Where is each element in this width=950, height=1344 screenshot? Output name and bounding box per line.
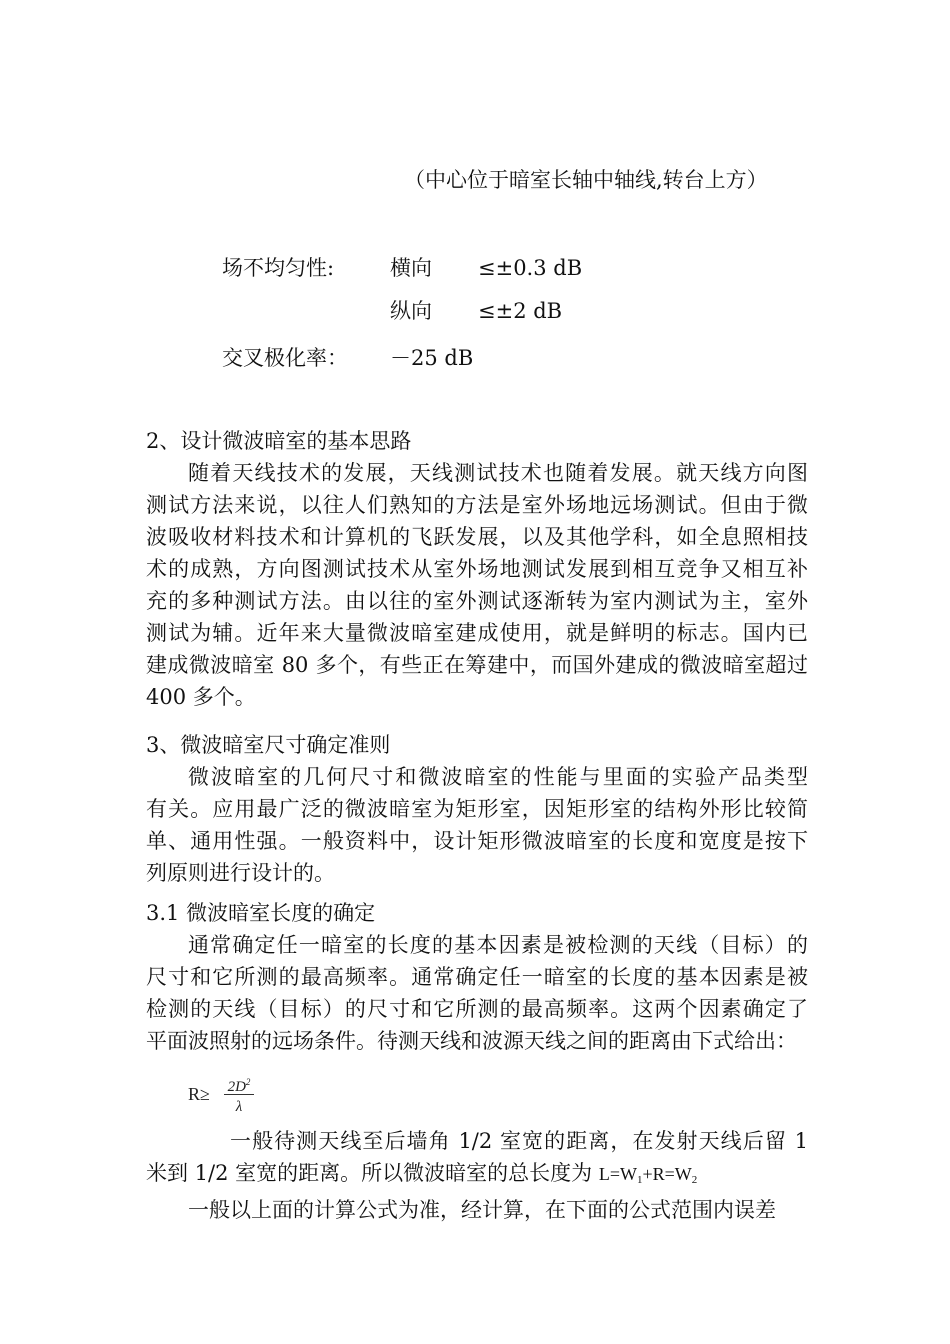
section-2-line: 充的多种测试方法。由以往的室外测试逐渐转为室内测试为主，室外 <box>146 589 808 613</box>
vertical-value: ≤±2 dB <box>478 299 563 323</box>
formula-numerator <box>224 1072 254 1095</box>
subscript-1: 1 <box>636 1174 643 1186</box>
total-length-text: 米到 1/2 室宽的距离。所以微波暗室的总长度为 <box>146 1161 599 1185</box>
after-formula-line-2 <box>146 1157 808 1189</box>
formula-plus-r: +R=W <box>642 1164 692 1184</box>
section-2-line: 测试为辅。近年来大量微波暗室建成使用，就是鲜明的标志。国内已 <box>146 621 808 645</box>
final-line: 一般以上面的计算公式为准，经计算，在下面的公式范围内误差 <box>188 1198 776 1222</box>
numerator-text: 2D <box>227 1079 246 1095</box>
subscript-2: 2 <box>691 1174 698 1186</box>
horizontal-value: ≤±0.3 dB <box>478 256 583 280</box>
formula-fraction <box>224 1072 254 1117</box>
section-2-line: 随着天线技术的发展，天线测试技术也随着发展。就天线方向图 <box>188 461 808 485</box>
section-3-1-line: 检测的天线（目标）的尺寸和它所测的最高频率。这两个因素确定了 <box>146 997 808 1021</box>
section-3-line: 单、通用性强。一般资料中，设计矩形微波暗室的长度和宽度是按下 <box>146 829 808 853</box>
section-2-line: 测试方法来说，以往人们熟知的方法是室外场地远场测试。但由于微 <box>146 493 808 517</box>
formula-lhs: R≥ <box>188 1084 210 1104</box>
total-length-formula <box>599 1164 697 1184</box>
section-3-1-paragraph <box>146 929 808 1057</box>
section-3-1-line: 通常确定任一暗室的长度的基本因素是被检测的天线（目标）的 <box>188 933 808 957</box>
after-formula-line: 一般待测天线至后墙角 1/2 室宽的距离，在发射天线后留 1 <box>230 1129 808 1153</box>
section-2-line: 波吸收材料技术和计算机的飞跃发展，以及其他学科，如全息照相技 <box>146 525 808 549</box>
section-3-1-line: 尺寸和它所测的最高频率。通常确定任一暗室的长度的基本因素是被 <box>146 965 808 989</box>
vertical-label: 纵向 <box>390 299 432 323</box>
section-3-heading: 3、微波暗室尺寸确定准则 <box>146 733 391 757</box>
after-formula-paragraph <box>146 1125 808 1189</box>
chamber-location-note: （中心位于暗室长轴中轴线,转台上方） <box>404 168 768 192</box>
cross-pol-value: －25 dB <box>390 346 474 370</box>
horizontal-label: 横向 <box>390 256 432 280</box>
section-2-heading: 2、设计微波暗室的基本思路 <box>146 429 412 453</box>
section-2-line: 建成微波暗室 80 多个，有些正在筹建中，而国外建成的微波暗室超过 <box>146 653 808 677</box>
cross-pol-label: 交叉极化率： <box>222 346 348 370</box>
section-3-line: 微波暗室的几何尺寸和微波暗室的性能与里面的实验产品类型 <box>188 765 808 789</box>
section-2-line: 400 多个。 <box>146 685 256 709</box>
section-3-1-heading: 3.1 微波暗室长度的确定 <box>146 901 376 925</box>
section-3-line: 列原则进行设计的。 <box>146 861 335 885</box>
section-2-line: 术的成熟，方向图测试技术从室外场地测试发展到相互竞争又相互补 <box>146 557 808 581</box>
uniformity-label: 场不均匀性: <box>222 256 335 280</box>
section-3-paragraph <box>146 761 808 889</box>
section-3-1-line: 平面波照射的远场条件。待测天线和波源天线之间的距离由下式给出： <box>146 1029 797 1053</box>
formula-l-w: L=W <box>598 1164 637 1184</box>
formula-exponent: 2 <box>245 1077 251 1087</box>
section-2-paragraph <box>146 457 808 713</box>
formula-denominator: λ <box>235 1099 243 1115</box>
section-3-line: 有关。应用最广泛的微波暗室为矩形室，因矩形室的结构外形比较简 <box>146 797 808 821</box>
final-paragraph <box>146 1194 808 1226</box>
